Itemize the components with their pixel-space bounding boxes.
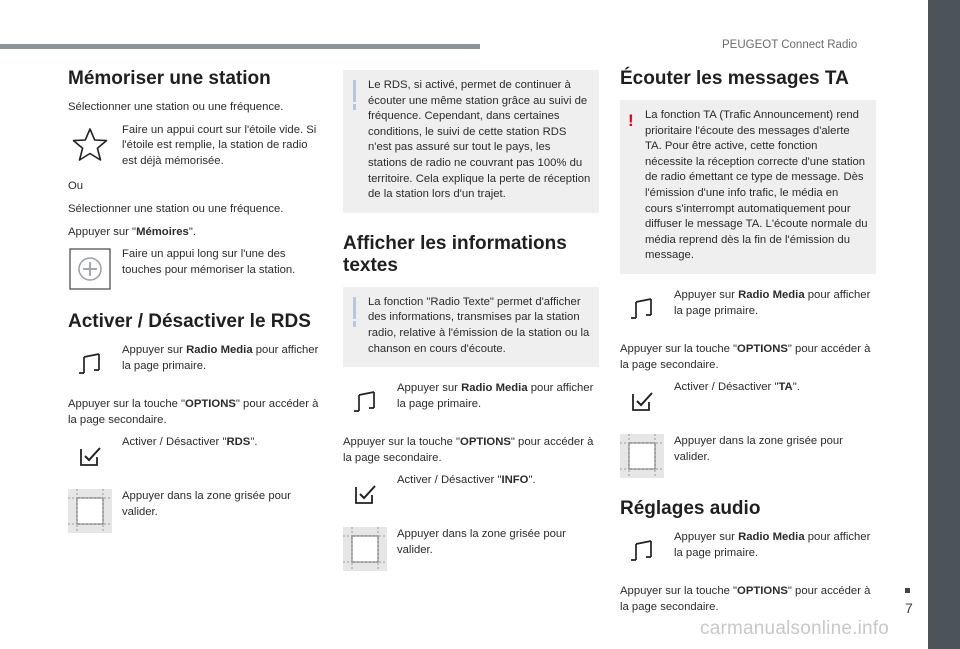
text: Sélectionner une station ou une fréquence.	[68, 202, 284, 215]
instruction-music	[620, 288, 876, 332]
text: " pour accéder à la page secondaire.	[620, 585, 871, 613]
bold-text: OPTIONS	[185, 398, 236, 411]
page-number: 7	[905, 600, 913, 616]
bold-text: Radio Media	[186, 344, 253, 357]
column-1	[68, 62, 324, 543]
bold-text: Mémoires	[136, 225, 189, 238]
header-brand: PEUGEOT Connect Radio	[722, 39, 858, 51]
text: Activer / Désactiver "	[674, 381, 779, 394]
text: pour afficher la page primaire.	[674, 288, 871, 317]
watermark: carmanualsonline.info	[700, 618, 890, 639]
side-tab	[928, 0, 960, 649]
text: ".	[188, 225, 196, 238]
bold-text: Radio Media	[738, 288, 805, 301]
text: La fonction TA (Trafic Announcement) rend prioritaire l'écoute des messages d'alerte TA. Pour être active, cette fonction nécessite la réception correcte d'une station de radio émettant ce type de message. Dès l'émission d'une info trafic, le média en cours s'interrompt automatiquement pour diffuser le message TA. L'écoute normale du média reprend dès la fin de l'émission du message.	[645, 109, 868, 262]
text: ".	[792, 381, 800, 394]
section-title-rds: Activer / Désactiver le RDS	[68, 311, 311, 333]
warning-icon: !	[628, 111, 634, 130]
info-bar	[353, 104, 356, 110]
text: pour afficher la page primaire.	[397, 382, 594, 410]
instruction-grey-zone	[620, 434, 876, 478]
text	[674, 530, 876, 561]
text: pour afficher la page primaire.	[122, 344, 319, 372]
instruction-star	[68, 123, 324, 170]
text: Appuyer sur	[397, 382, 462, 395]
section-title-text-info: Afficher les informations textes	[343, 232, 567, 276]
page-marker	[905, 588, 910, 593]
text	[68, 397, 324, 428]
instruction-music	[620, 530, 876, 574]
music-note-icon	[68, 343, 112, 387]
instruction-check	[620, 380, 876, 424]
instruction-grey-zone	[68, 489, 324, 533]
music-note-icon	[620, 530, 664, 574]
text: Appuyer sur	[122, 344, 187, 357]
text: " pour accéder à la page secondaire.	[68, 398, 319, 426]
info-note-rds	[343, 70, 599, 213]
text: Faire un appui court sur l'étoile vide. Si l'étoile est remplie, la station de radio est déjà mémorisée.	[122, 123, 317, 167]
text: Sélectionner une station ou une fréquence.	[68, 101, 284, 113]
column-2	[343, 62, 599, 581]
text: ".	[528, 474, 536, 487]
text: Appuyer dans la zone grisée pour valider.	[122, 490, 291, 518]
instruction-plus	[68, 247, 324, 291]
text: Appuyer sur la touche "	[620, 342, 738, 355]
text: Activer / Désactiver "	[397, 474, 502, 487]
text: La fonction "Radio Texte" permet d'afficher des informations, transmises par la station radio, relative à l'émission de la station ou la chanson en cours d'écoute.	[368, 295, 590, 355]
grey-zone-icon	[343, 527, 387, 571]
column-3	[620, 62, 876, 622]
checkbox-icon	[68, 435, 112, 479]
instruction-check	[343, 473, 599, 517]
music-note-icon	[343, 381, 387, 425]
bold-text: OPTIONS	[737, 342, 788, 355]
section-title-audio: Réglages audio	[620, 498, 761, 520]
star-icon	[68, 123, 112, 167]
instruction-music	[343, 381, 599, 425]
text: Le RDS, si activé, permet de continuer à écouter une même station grâce au suivi de fréquence. Cependant, dans certaines conditions, le suivi de cette station RDS n'est pas assuré sur tout le pays, les stations de radio ne couvrant pas 100% du territoire. Cela explique la perte de réception de la station lors d'un trajet.	[368, 79, 591, 201]
grey-zone-icon	[68, 489, 112, 533]
text	[122, 343, 324, 374]
text: Appuyer sur "	[68, 225, 137, 238]
text	[397, 473, 599, 489]
music-note-icon	[620, 288, 664, 332]
text: Faire un appui long sur l'une des touches pour mémoriser la station.	[122, 248, 296, 276]
text	[68, 225, 324, 241]
text	[620, 342, 876, 373]
bold-text: RDS	[226, 436, 251, 449]
text: Appuyer dans la zone grisée pour valider.	[674, 435, 843, 463]
bold-text: OPTIONS	[737, 585, 788, 598]
bold-text: Radio Media	[461, 382, 528, 395]
text	[122, 435, 324, 451]
info-note-radiotext	[343, 287, 599, 367]
bold-text: INFO	[501, 474, 529, 487]
bold-text: OPTIONS	[460, 436, 511, 449]
text	[343, 435, 599, 466]
bold-text: Radio Media	[738, 531, 805, 544]
info-bar	[353, 321, 356, 327]
text: Ou	[68, 180, 84, 193]
instruction-music	[68, 343, 324, 387]
text	[620, 584, 876, 615]
text: Appuyer sur	[674, 531, 739, 544]
warning-note-ta	[620, 100, 876, 274]
header-rule	[0, 44, 480, 49]
section-title-ta: Écouter les messages TA	[620, 68, 849, 89]
grey-zone-icon	[620, 434, 664, 478]
text: Appuyer sur la touche "	[620, 585, 738, 598]
text: Appuyer dans la zone grisée pour valider.	[397, 528, 566, 556]
info-bar	[353, 297, 356, 319]
text: ".	[250, 436, 258, 449]
instruction-grey-zone	[343, 527, 599, 571]
checkbox-icon	[620, 380, 664, 424]
checkbox-icon	[343, 473, 387, 517]
text: pour afficher la page primaire.	[674, 531, 871, 559]
text	[674, 288, 876, 319]
text: Appuyer sur la touche "	[68, 398, 186, 411]
text	[397, 381, 599, 412]
text: Appuyer sur la touche "	[343, 436, 461, 449]
text: " pour accéder à la page secondaire.	[343, 436, 594, 464]
bold-text: TA	[778, 381, 793, 394]
info-bar	[353, 80, 356, 102]
plus-button-icon	[68, 247, 112, 291]
instruction-check	[68, 435, 324, 479]
text: " pour accéder à la page secondaire.	[620, 342, 871, 371]
text	[674, 380, 876, 396]
section-title-memorize: Mémoriser une station	[68, 68, 271, 89]
text: Appuyer sur	[674, 288, 739, 301]
text: Activer / Désactiver "	[122, 436, 227, 449]
